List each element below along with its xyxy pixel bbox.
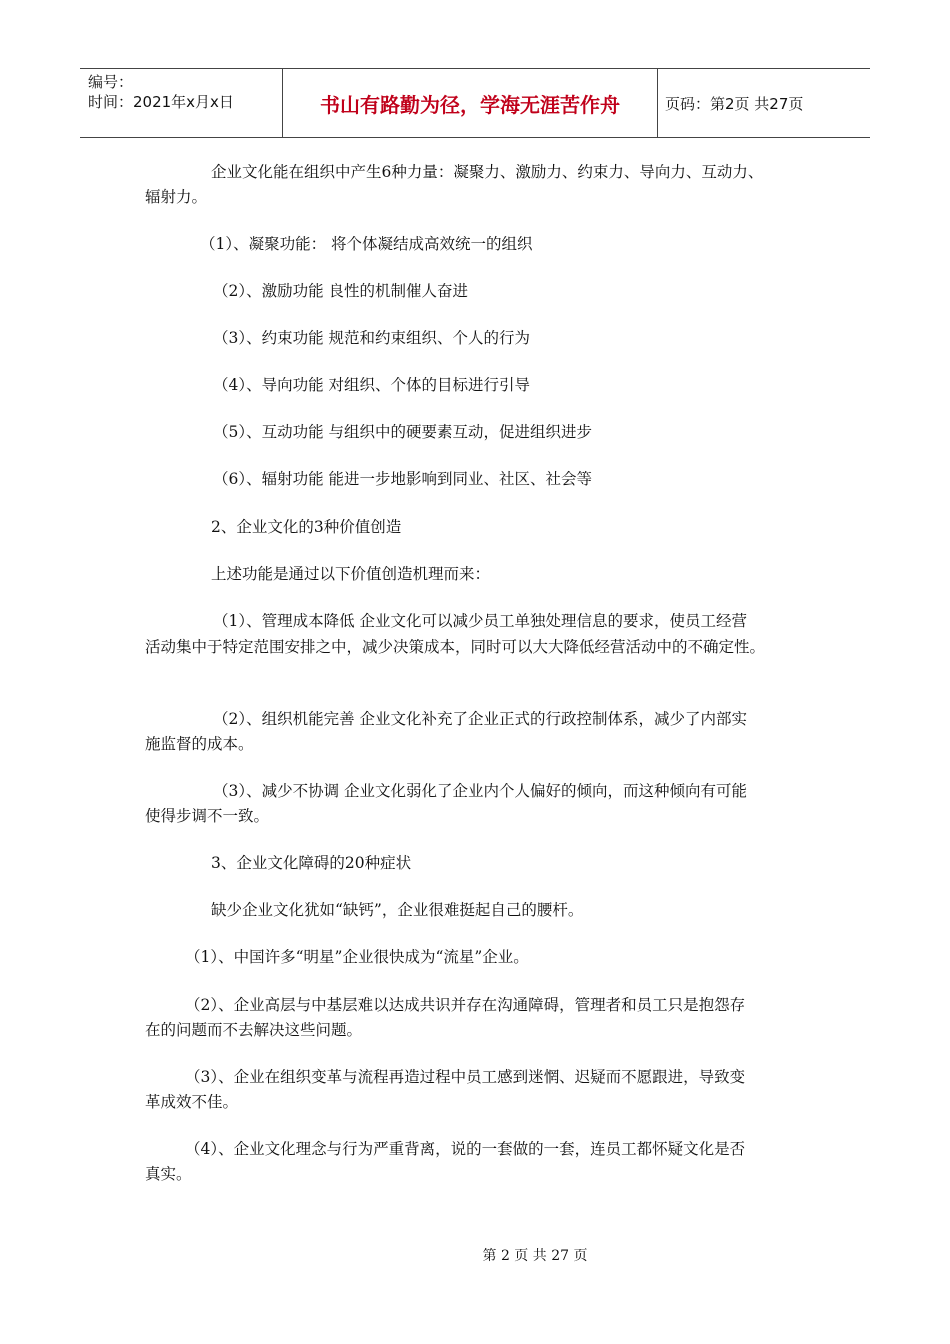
body-line: 在的问题而不去解决这些问题。 [145, 1021, 363, 1039]
section-heading: 3、企业文化障碍的20种症状 [211, 854, 412, 872]
section-heading: 2、企业文化的3种价值创造 [211, 518, 402, 536]
body-line: （3）、约束功能 规范和约束组织、个人的行为 [213, 329, 531, 347]
body-line: （2）、激励功能 良性的机制催人奋进 [213, 282, 469, 300]
body-line: 企业文化能在组织中产生6种力量：凝聚力、激励力、约束力、导向力、互动力、 [211, 163, 764, 181]
body-line: （3）、企业在组织变革与流程再造过程中员工感到迷惘、迟疑而不愿跟进，导致变 [185, 1068, 746, 1086]
body-line: 活动集中于特定范围安排之中，减少决策成本，同时可以大大降低经营活动中的不确定性。 [145, 638, 766, 656]
body-line: 辐射力。 [145, 188, 208, 206]
body-line: 施监督的成本。 [145, 735, 254, 753]
body-line: 使得步调不一致。 [145, 807, 270, 825]
footer-page-number: 第 2 页 共 27 页 [482, 1248, 588, 1264]
header-time-label: 时间：2021年x月x日 [88, 93, 234, 111]
body-line: （4）、导向功能 对组织、个体的目标进行引导 [213, 376, 531, 394]
header-divider-right [657, 69, 658, 137]
body-line: （1）、中国许多“明星”企业很快成为“流星”企业。 [185, 948, 529, 966]
header-meta [80, 69, 282, 137]
body-line: （2）、企业高层与中基层难以达成共识并存在沟通障碍，管理者和员工只是抱怨存 [185, 996, 746, 1014]
body-line: （1）、凝聚功能： 将个体凝结成高效统一的组织 [200, 235, 533, 253]
header-page-label: 页码：第2页 共27页 [665, 95, 804, 113]
body-line: （2）、组织机能完善 企业文化补充了企业正式的行政控制体系，减少了内部实 [213, 710, 748, 728]
body-line: 缺少企业文化犹如“缺钙”，企业很难挺起自己的腰杆。 [211, 901, 584, 919]
body-line: （6）、辐射功能 能进一步地影响到同业、社区、社会等 [213, 470, 593, 488]
header-motto: 书山有路勤为径，学海无涯苦作舟 [320, 92, 620, 117]
body-line: （4）、企业文化理念与行为严重背离，说的一套做的一套，连员工都怀疑文化是否 [185, 1140, 746, 1158]
body-line: 上述功能是通过以下价值创造机理而来： [211, 565, 491, 583]
body-line: （1）、管理成本降低 企业文化可以减少员工单独处理信息的要求，使员工经营 [213, 612, 748, 630]
header-number-label: 编号： [88, 73, 134, 91]
page-footer [0, 1245, 950, 1265]
page-header [80, 68, 870, 138]
body-line: 真实。 [145, 1165, 192, 1183]
body-line: 革成效不佳。 [145, 1093, 239, 1111]
body-line: （5）、互动功能 与组织中的硬要素互动，促进组织进步 [213, 423, 593, 441]
body-line: （3）、减少不协调 企业文化弱化了企业内个人偏好的倾向，而这种倾向有可能 [213, 782, 748, 800]
